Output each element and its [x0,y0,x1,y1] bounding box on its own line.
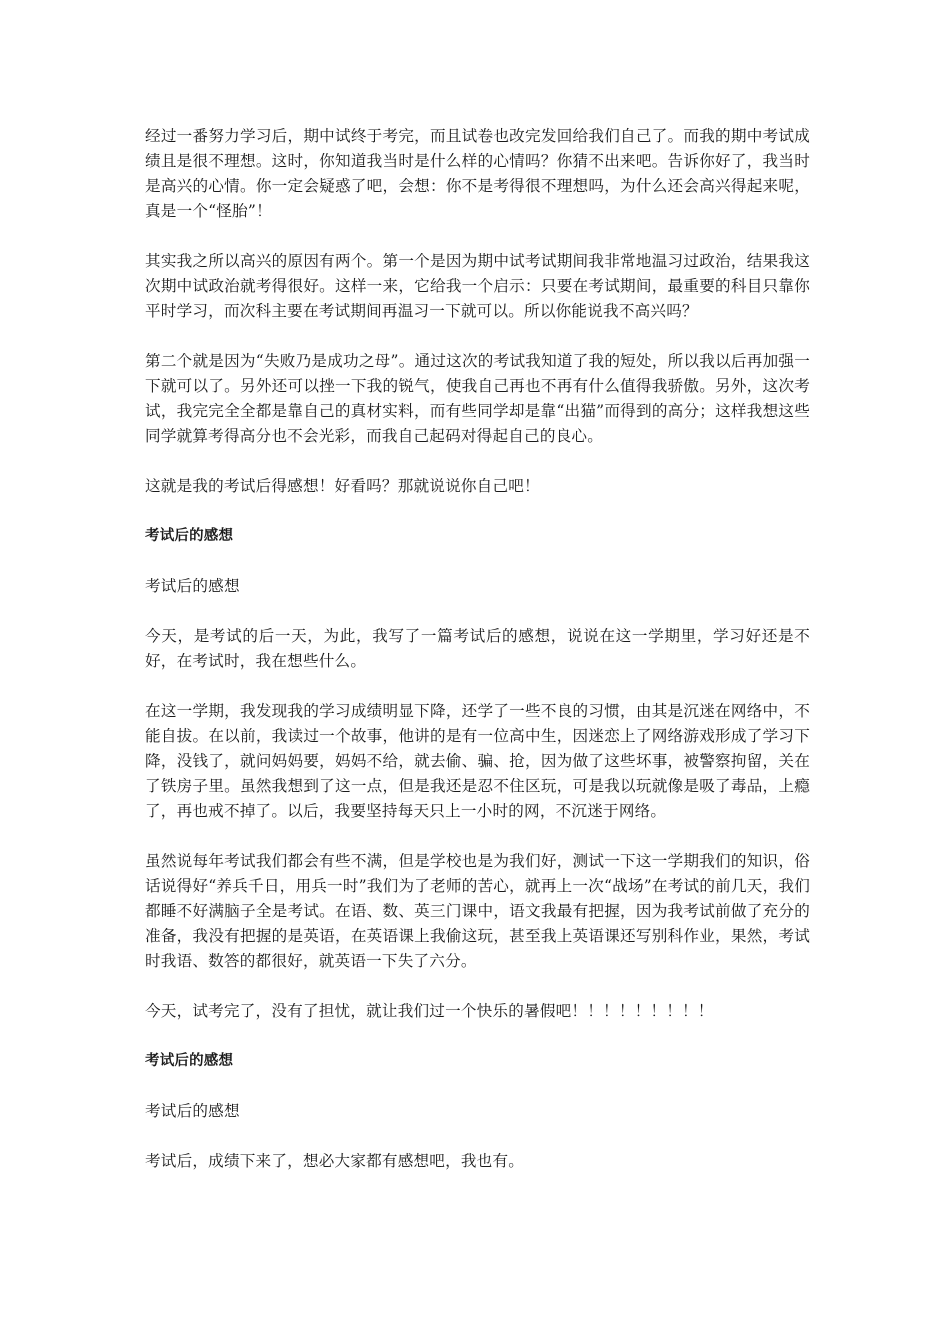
section-subheading: 考试后的感想 [145,577,240,595]
paragraph: 这就是我的考试后得感想！好看吗？那就说说你自己吧！ [145,477,540,495]
paragraph: 今天，试考完了，没有了担忧，就让我们过一个快乐的暑假吧！！！！！！！！！ [145,1002,714,1020]
paragraph: 经过一番努力学习后，期中试终于考完，而且试卷也改完发回给我们自己了。而我的期中考试成绩且是很不理想。这时，你知道我当时是什么样的心情吗？你猜不出来吧。告诉你好了，我当时是高兴的心情。你一定会疑惑了吧，会想：你不是考得很不理想吗，为什么还会高兴得起来呢，真是一个“怪胎”！ [145,127,810,220]
section-subheading: 考试后的感想 [145,1102,240,1120]
paragraph: 其实我之所以高兴的原因有两个。第一个是因为期中试考试期间我非常地温习过政治，结果我这次期中试政治就考得很好。这样一来，它给我一个启示：只要在考试期间，最重要的科目只靠你平时学习，而次科主要在考试期间再温习一下就可以。所以你能说我不高兴吗？ [145,252,810,320]
section-heading: 考试后的感想 [145,1053,234,1069]
paragraph: 今天，是考试的后一天，为此，我写了一篇考试后的感想，说说在这一学期里，学习好还是不好，在考试时，我在想些什么。 [145,627,810,670]
paragraph: 第二个就是因为“失败乃是成功之母”。通过这次的考试我知道了我的短处，所以我以后再加强一下就可以了。另外还可以挫一下我的锐气，使我自己再也不再有什么值得我骄傲。另外，这次考试，我完完全全都是靠自己的真材实料，而有些同学却是靠“出猫”而得到的高分；这样我想这些同学就算考得高分也不会光彩，而我自己起码对得起自己的良心。 [145,352,810,445]
paragraph: 在这一学期，我发现我的学习成绩明显下降，还学了一些不良的习惯，由其是沉迷在网络中，不能自拔。在以前，我读过一个故事，他讲的是有一位高中生，因迷恋上了网络游戏形成了学习下降，没钱了，就问妈妈要，妈妈不给，就去偷、骗、抢，因为做了这些坏事，被警察拘留，关在了铁房子里。虽然我想到了这一点，但是我还是忍不住区玩，可是我以玩就像是吸了毒品，上瘾了，再也戒不掉了。以后，我要坚持每天只上一小时的网，不沉迷于网络。 [145,702,810,820]
section-heading: 考试后的感想 [145,528,234,544]
paragraph: 考试后，成绩下来了，想必大家都有感想吧，我也有。 [145,1152,525,1170]
paragraph: 虽然说每年考试我们都会有些不满，但是学校也是为我们好，测试一下这一学期我们的知识，俗话说得好“养兵千日，用兵一时”我们为了老师的苦心，就再上一次“战场”在考试的前几天，我们都睡不好满脑子全是考试。在语、数、英三门课中，语文我最有把握，因为我考试前做了充分的准备，我没有把握的是英语，在英语课上我偷这玩，甚至我上英语课还写别科作业，果然，考试时我语、数答的都很好，就英语一下失了六分。 [145,852,810,970]
document-body [145,124,810,1199]
